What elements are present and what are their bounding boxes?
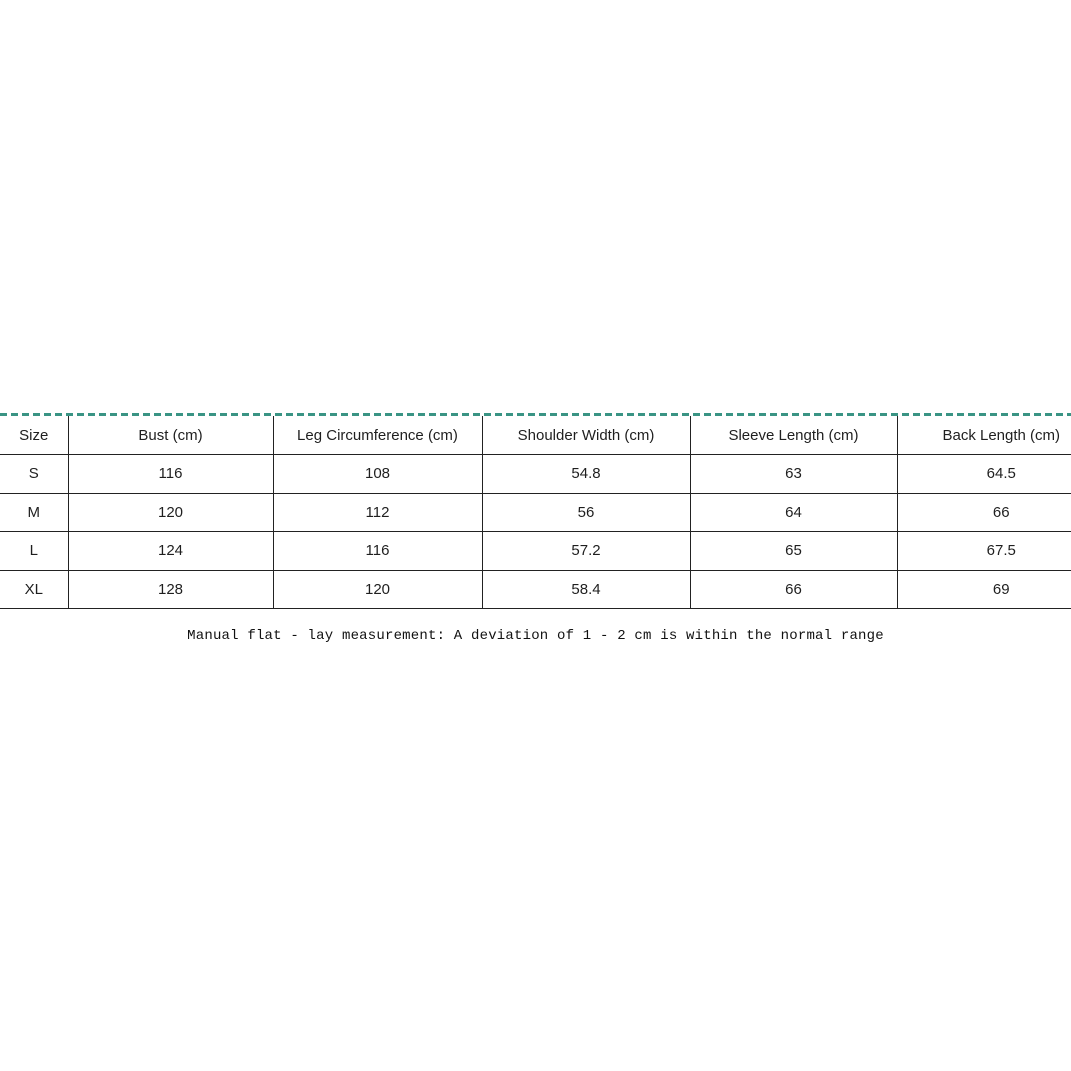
value-cell: 124 — [68, 532, 273, 571]
size-label-cell: M — [0, 493, 68, 532]
size-label-cell: L — [0, 532, 68, 571]
table-row-m — [0, 493, 1071, 532]
value-cell: 57.2 — [482, 532, 690, 571]
value-cell: 63 — [690, 455, 897, 494]
value-cell: 116 — [68, 455, 273, 494]
value-cell: 56 — [482, 493, 690, 532]
value-cell: 64 — [690, 493, 897, 532]
value-cell: 64.5 — [897, 455, 1071, 494]
column-header-sleeve-length: Sleeve Length (cm) — [690, 416, 897, 455]
column-header-shoulder-width: Shoulder Width (cm) — [482, 416, 690, 455]
value-cell: 65 — [690, 532, 897, 571]
value-cell: 120 — [273, 570, 482, 609]
table-row-s — [0, 455, 1071, 494]
value-cell: 128 — [68, 570, 273, 609]
value-cell: 67.5 — [897, 532, 1071, 571]
value-cell: 69 — [897, 570, 1071, 609]
table-row-l — [0, 532, 1071, 571]
column-header-size: Size — [0, 416, 68, 455]
column-header-back-length: Back Length (cm) — [897, 416, 1071, 455]
header-row — [0, 416, 1071, 455]
value-cell: 66 — [897, 493, 1071, 532]
value-cell: 66 — [690, 570, 897, 609]
table-row-xl — [0, 570, 1071, 609]
value-cell: 54.8 — [482, 455, 690, 494]
size-chart-table — [0, 416, 1071, 609]
value-cell: 108 — [273, 455, 482, 494]
value-cell: 112 — [273, 493, 482, 532]
size-label-cell: S — [0, 455, 68, 494]
value-cell: 116 — [273, 532, 482, 571]
column-header-bust: Bust (cm) — [68, 416, 273, 455]
value-cell: 58.4 — [482, 570, 690, 609]
measurement-note: Manual flat - lay measurement: A deviation of 1 - 2 cm is within the normal range — [187, 628, 884, 644]
value-cell: 120 — [68, 493, 273, 532]
size-chart-table-container — [0, 416, 1071, 624]
size-label-cell: XL — [0, 570, 68, 609]
column-header-leg-circumference: Leg Circumference (cm) — [273, 416, 482, 455]
